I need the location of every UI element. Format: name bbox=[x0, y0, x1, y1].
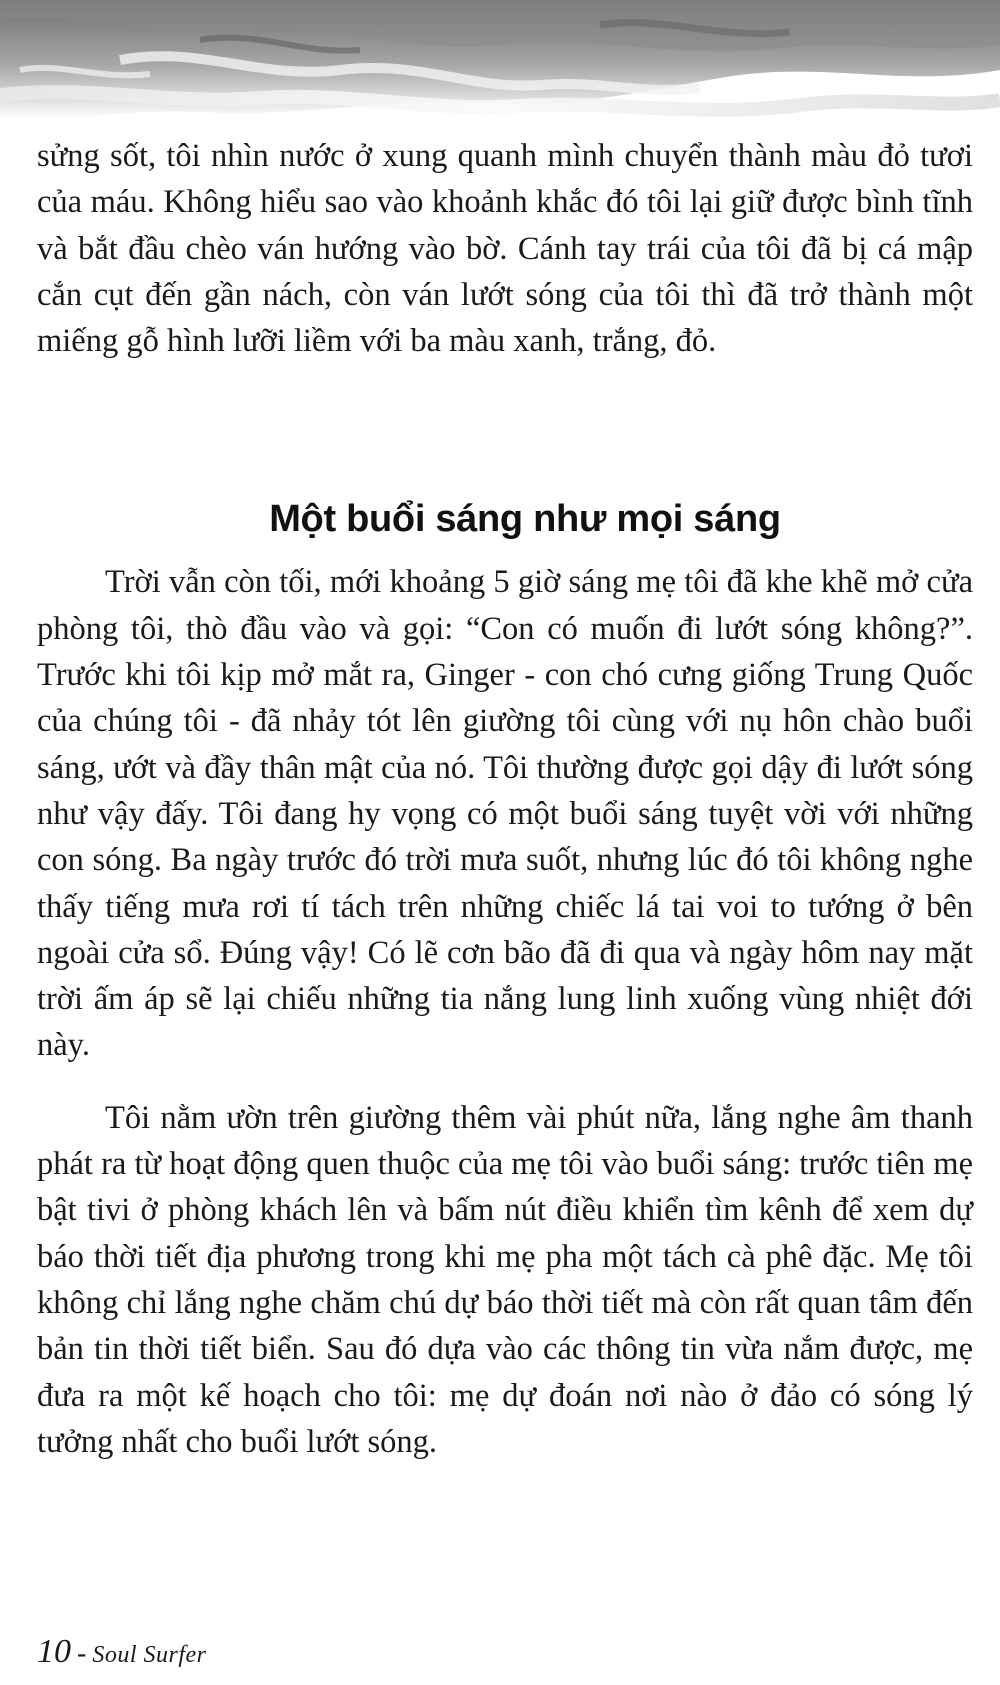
footer-separator: - bbox=[77, 1638, 87, 1669]
page-number: 10 bbox=[37, 1633, 71, 1670]
page-body bbox=[37, 133, 973, 1465]
spacer bbox=[37, 364, 973, 479]
section-heading: Một buổi sáng như mọi sáng bbox=[269, 498, 781, 541]
body-paragraph: Trời vẫn còn tối, mới khoảng 5 giờ sáng mẹ tôi đã khe khẽ mở cửa phòng tôi, thò đầu vào và gọi: “Con có muốn đi lướt sóng không?”. Trước khi tôi kịp mở mắt ra, Ginger - con chó cưng giống Trung Quốc của chúng tôi - đã nhảy tót lên giường tôi cùng với nụ hôn chào buổi sáng, ướt và đầy thân mật của nó. Tôi thường được gọi dậy đi lướt sóng như vậy đấy. Tôi đang hy vọng có một buổi sáng tuyệt vời với những con sóng. Ba ngày trước đó trời mưa suốt, nhưng lúc đó tôi không nghe thấy tiếng mưa rơi tí tách trên những chiếc lá tai voi to tướng ở bên ngoài cửa sổ. Đúng vậy! Có lẽ cơn bão đã đi qua và ngày hôm nay mặt trời ấm áp sẽ lại chiếu những tia nắng lung linh xuống vùng nhiệt đới này. bbox=[37, 564, 973, 1064]
page-footer bbox=[37, 1632, 207, 1672]
intro-paragraph: sửng sốt, tôi nhìn nước ở xung quanh mình chuyển thành màu đỏ tươi của máu. Không hiểu sao vào khoảnh khắc đó tôi lại giữ được bình tĩnh và bắt đầu chèo ván hướng vào bờ. Cánh tay trái của tôi đã bị cá mập cắn cụt đến gần nách, còn ván lướt sóng của tôi thì đã trở thành một miếng gỗ hình lưỡi liềm với ba màu xanh, trắng, đỏ. bbox=[37, 138, 973, 360]
ocean-wave-header-image bbox=[0, 0, 1000, 150]
body-paragraph: Tôi nằm ườn trên giường thêm vài phút nữa, lắng nghe âm thanh phát ra từ hoạt động quen thuộc của mẹ tôi vào buổi sáng: trước tiên mẹ bật tivi ở phòng khách lên và bấm nút điều khiển tìm kênh để xem dự báo thời tiết địa phương trong khi mẹ pha một tách cà phê đặc. Mẹ tôi không chỉ lắng nghe chăm chú dự báo thời tiết mà còn rất quan tâm đến bản tin thời tiết biển. Sau đó dựa vào các thông tin vừa nắm được, mẹ đưa ra một kế hoạch cho tôi: mẹ dự đoán nơi nào ở đảo có sóng lý tưởng nhất cho buổi lướt sóng. bbox=[37, 1099, 973, 1460]
spacer bbox=[37, 1069, 973, 1095]
book-title: Soul Surfer bbox=[92, 1642, 207, 1668]
